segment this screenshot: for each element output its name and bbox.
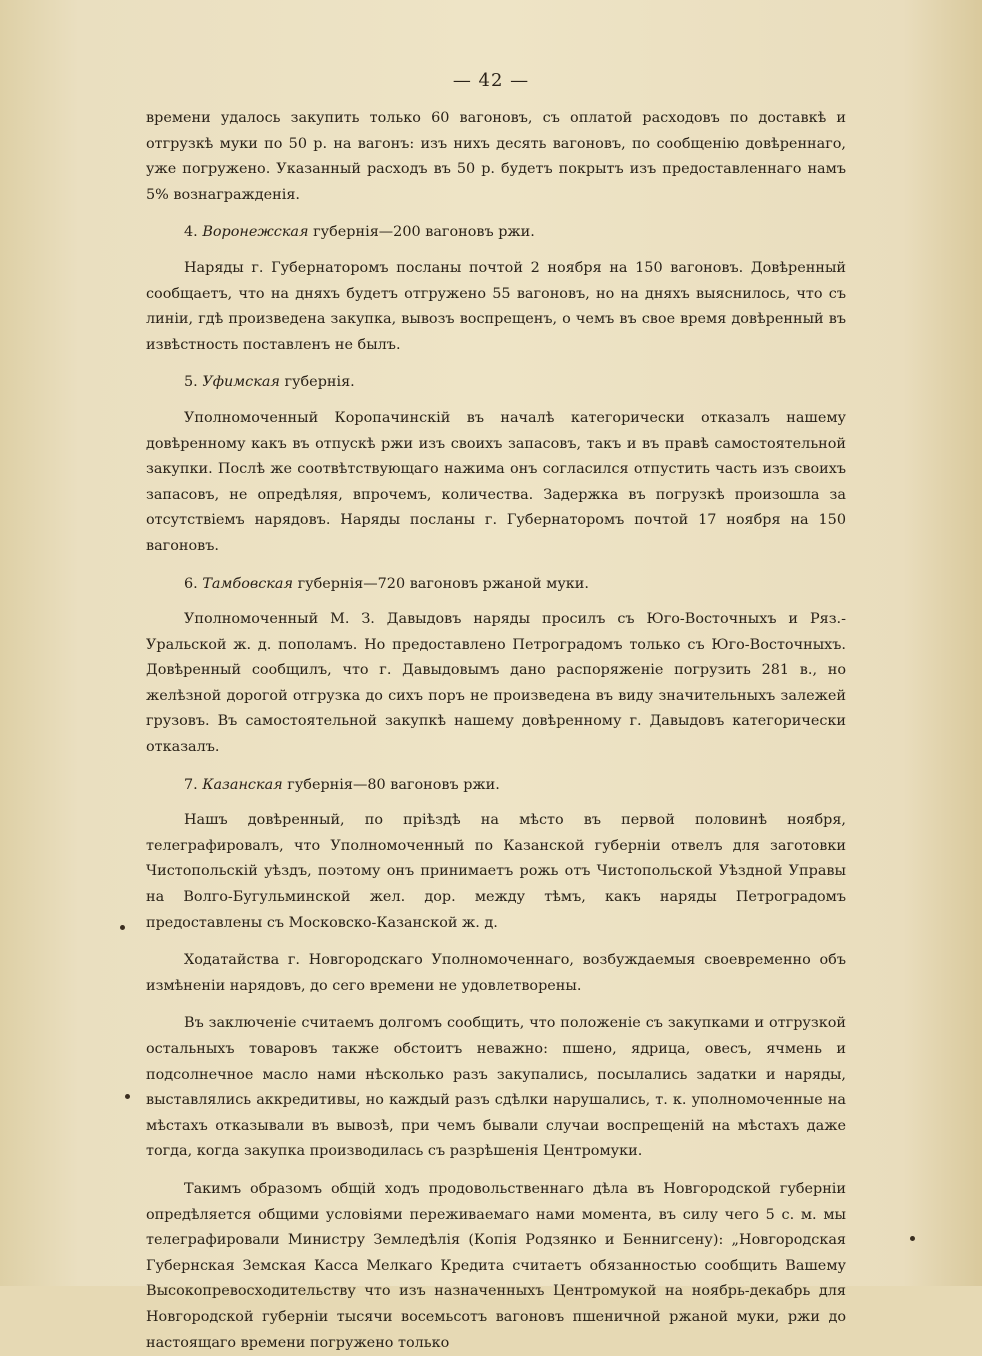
section-heading-rest: губернія—200 вагоновъ ржи. (313, 224, 535, 241)
section-heading-7 (146, 773, 846, 799)
paragraph-6: Ходатайства г. Новгородскаго Уполномоченнаго, возбуждаемыя своевременно объ измѣненіи нарядовъ, до сего времени не удовлетворены. (146, 952, 846, 994)
section-heading-rest: губернія. (284, 374, 355, 391)
body-text (146, 106, 846, 1356)
paragraph-5: Нашъ довѣренный, по пріѣздѣ на мѣсто въ первой половинѣ ноября, телеграфировалъ, что Уполномоченный по Казанской губерніи отвелъ для заготовки Чистопольскій уѣздъ, поэтому онъ принимаетъ рожь отъ Чистопольской Уѣздной Управы на Волго-Бугульминской жел. дор. между тѣмъ, какъ наряды Петроградомъ предоставлены съ Московско-Казанской ж. д. (146, 812, 846, 931)
ink-speck (910, 1236, 915, 1241)
section-heading-rest: губернія—720 вагоновъ ржаной муки. (297, 575, 589, 592)
section-heading-4 (146, 220, 846, 246)
paragraph-2: Наряды г. Губернаторомъ посланы почтой 2 ноября на 150 вагоновъ. Довѣренный сообщаетъ, что на дняхъ будетъ отгружено 55 вагоновъ, но на дняхъ выяснилось, что съ линіи, гдѣ произведена закупка, вывозъ воспрещенъ, о чемъ въ свое время довѣренный въ извѣстность поставленъ не былъ. (146, 259, 846, 353)
section-heading-6 (146, 572, 846, 598)
paragraph-7: Въ заключеніе считаемъ долгомъ сообщить, что положеніе съ закупками и отгрузкой остальныхъ товаровъ также обстоитъ неважно: пшено, ядрица, овесъ, ячмень и подсолнечное масло нами нѣсколько разъ закупались, посылались задатки и наряды, выставлялись аккредитивы, но каждый разъ сдѣлки нарушались, т. к. уполномоченные на мѣстахъ отказывали въ вывозѣ, при чемъ бывали случаи воспрещеній на мѣстахъ даже тогда, когда закупка производилась съ разрѣшенія Центромуки. (146, 1015, 846, 1160)
section-number: 5. (184, 374, 198, 391)
province-name: Уфимская (202, 374, 280, 391)
province-name: Тамбовская (202, 575, 294, 592)
ink-speck (120, 925, 125, 930)
section-number: 7. (184, 776, 198, 793)
page-number: — 42 — (452, 70, 530, 91)
province-name: Воронежская (202, 224, 309, 241)
section-number: 6. (184, 575, 198, 592)
section-number: 4. (184, 224, 198, 241)
paragraph-8: Такимъ образомъ общій ходъ продовольственнаго дѣла въ Новгородской губерніи опредѣляется общими условіями переживаемаго нами момента, въ силу чего 5 с. м. мы телеграфировали Министру Земледѣлія (Копія Родзянко и Беннигсену): „Новгородская Губернская Земская Касса Мелкаго Кредита считаетъ обязанностью сообщить Вашему Высокопревосходительству что изъ назначенныхъ Центромукой на ноябрь-декабрь для Новгородской губерніи тысячи восемьсотъ вагоновъ пшеничной ржаной муки, ржи до настоящаго времени погружено только (146, 1180, 846, 1351)
section-heading-5 (146, 370, 846, 396)
paragraph-1: времени удалось закупить только 60 вагоновъ, съ оплатой расходовъ по доставкѣ и отгрузкѣ муки по 50 р. на вагонъ: изъ нихъ десять вагоновъ, по сообщенію довѣреннаго, уже погружено. Указанный расходъ въ 50 р. будетъ покрытъ изъ предоставленнаго намъ 5% вознагражденія. (146, 110, 846, 203)
province-name: Казанская (202, 776, 283, 793)
paragraph-4: Уполномоченный М. З. Давыдовъ наряды просилъ съ Юго-Восточныхъ и Ряз.-Уральской ж. д. пополамъ. Но предоставлено Петроградомъ только съ Юго-Восточныхъ. Довѣренный сообщилъ, что г. Давыдовымъ дано распоряженіе погрузить 281 в., но желѣзной дорогой отгрузка до сихъ поръ не произведена въ виду значительныхъ залежей грузовъ. Въ самостоятельной закупкѣ нашему довѣренному г. Давыдовъ категорически отказалъ. (146, 611, 846, 756)
section-heading-rest: губернія—80 вагоновъ ржи. (287, 776, 500, 793)
ink-speck (125, 1094, 130, 1099)
paragraph-3: Уполномоченный Коропачинскій въ началѣ категорически отказалъ нашему довѣренному какъ въ отпускѣ ржи изъ своихъ запасовъ, такъ и въ правѣ самостоятельной закупки. Послѣ же соотвѣтствующаго нажима онъ согласился отпустить часть изъ своихъ запасовъ, не опредѣляя, впрочемъ, количества. Задержка въ погрузкѣ произошла за отсутствіемъ нарядовъ. Наряды посланы г. Губернаторомъ почтой 17 ноября на 150 вагоновъ. (146, 409, 846, 554)
